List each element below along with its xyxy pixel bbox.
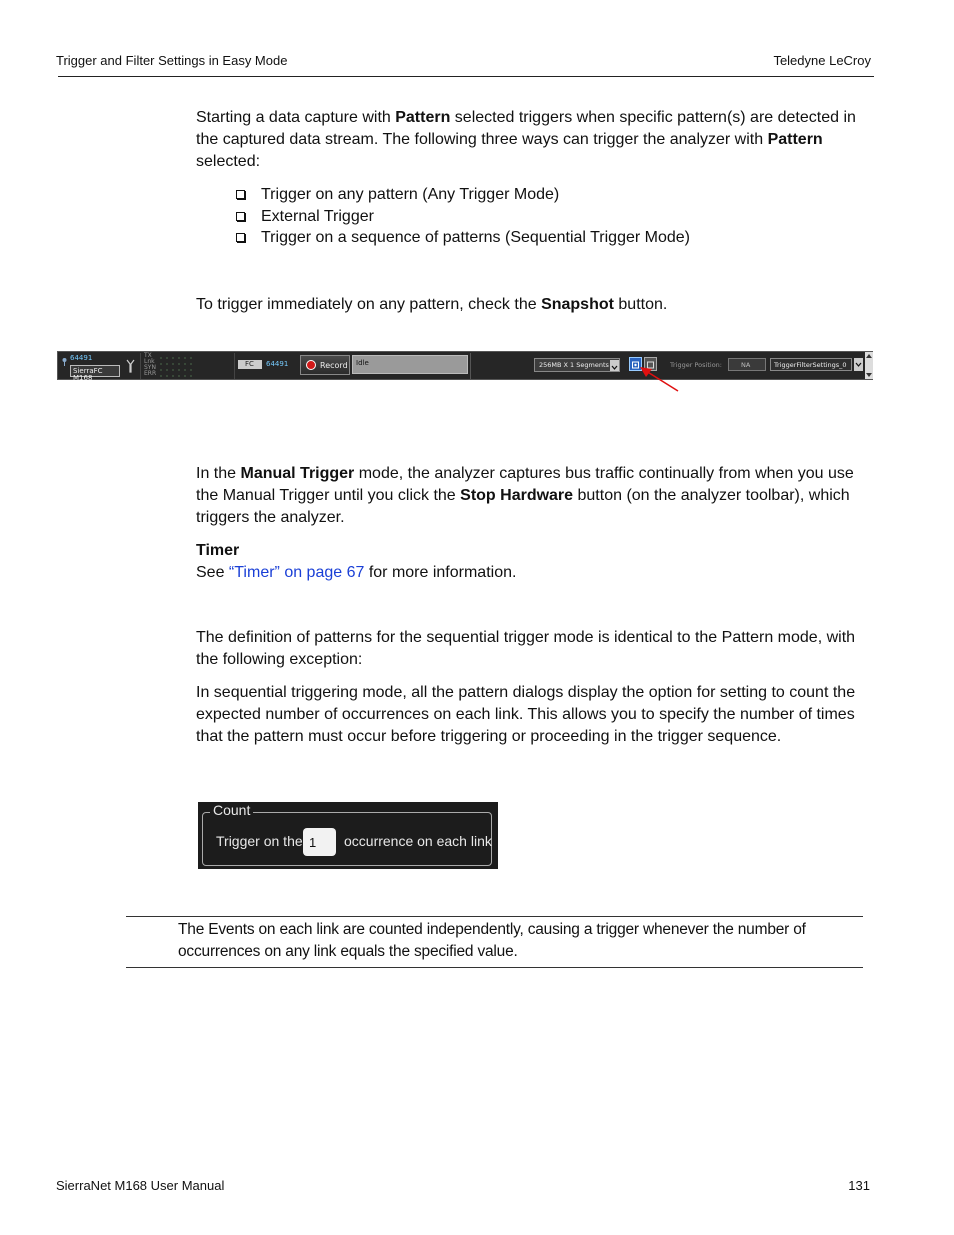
manual-text-2: mode, the analyzer captures bus traffic continually from when you use the Manual Trigger until you click the bbox=[196, 465, 854, 504]
stat-label-tx: TX bbox=[144, 352, 152, 359]
intro-text-3: selected: bbox=[196, 153, 261, 170]
trigger-position-value: NA bbox=[741, 361, 751, 369]
stat-label-err: ERR bbox=[144, 370, 157, 377]
wrench-icon[interactable] bbox=[124, 358, 136, 374]
buffer-size-dropdown[interactable] bbox=[534, 358, 620, 372]
analyzer-toolbar-screenshot bbox=[57, 351, 873, 380]
manual-text-3: button (on the analyzer toolbar), which triggers the analyzer. bbox=[196, 487, 850, 526]
count-label-before: Trigger on the bbox=[216, 833, 303, 849]
checkbox-bullet-icon bbox=[236, 212, 245, 221]
intro-paragraph bbox=[196, 107, 868, 173]
fc-label: FC bbox=[245, 360, 254, 368]
toolbar-separator bbox=[470, 353, 472, 379]
count-dialog-screenshot bbox=[198, 802, 498, 869]
link-status-leds bbox=[158, 355, 192, 377]
count-title: Count bbox=[210, 802, 253, 818]
list-item bbox=[236, 206, 690, 228]
running-header-brand: Teledyne LeCroy bbox=[773, 53, 871, 68]
intro-bold-pattern: Pattern bbox=[395, 109, 451, 126]
sequential-definition-paragraph: The definition of patterns for the sequential trigger mode is identical to the Pattern mode, with the following exception: bbox=[196, 629, 856, 668]
toolbar-separator bbox=[234, 353, 236, 379]
timer-rest-text: for more information. bbox=[364, 564, 517, 581]
settings-file-name: TriggerFilterSettings_0 bbox=[774, 361, 847, 369]
port-id: 64491 bbox=[70, 354, 93, 362]
snapshot-bold: Snapshot bbox=[541, 296, 614, 313]
intro-bold-pattern-2: Pattern bbox=[767, 131, 823, 148]
device-name: SierraFC M168 bbox=[73, 367, 103, 382]
toolbar-scrollbar[interactable] bbox=[865, 352, 873, 379]
running-header-title: Trigger and Filter Settings in Easy Mode bbox=[56, 53, 288, 68]
checkbox-bullet-icon bbox=[236, 190, 245, 199]
note-top-rule bbox=[126, 916, 863, 917]
timer-reference bbox=[196, 562, 868, 584]
manual-text-1: In the bbox=[196, 465, 241, 482]
intro-text-2: selected triggers when specific pattern(s) are detected in the captured data stream. The following three ways can trigger the analyzer with bbox=[196, 109, 856, 148]
list-item-text: Trigger on any pattern (Any Trigger Mode) bbox=[261, 186, 560, 203]
chevron-down-icon bbox=[610, 360, 619, 371]
checkbox-bullet-icon bbox=[236, 233, 245, 242]
list-item bbox=[236, 184, 690, 206]
note-bottom-rule bbox=[126, 967, 863, 968]
record-icon bbox=[306, 360, 316, 370]
snapshot-paragraph bbox=[196, 294, 868, 316]
buffer-size-value: 256MB X 1 Segments bbox=[539, 361, 609, 369]
manual-trigger-paragraph bbox=[196, 463, 868, 529]
timer-page-link[interactable]: “Timer” on page 67 bbox=[228, 564, 365, 581]
stat-label-syn: SYN bbox=[144, 364, 156, 371]
trigger-position-field[interactable] bbox=[728, 358, 766, 371]
stat-label-lnk: Lnk bbox=[144, 358, 155, 365]
sequential-count-paragraph: In sequential triggering mode, all the pattern dialogs display the option for setting to count the expected number of occurrences on each link. This allows you to specify the number of times that the pattern must occur before triggering or proceeding in the trigger sequence. bbox=[196, 684, 856, 745]
intro-text-1: Starting a data capture with bbox=[196, 109, 396, 126]
snapshot-text-1: To trigger immediately on any pattern, check the bbox=[196, 296, 542, 313]
occurrence-count-input[interactable]: 1 bbox=[303, 828, 336, 856]
chevron-down-icon[interactable] bbox=[854, 358, 863, 371]
manual-bold-1: Manual Trigger bbox=[240, 465, 355, 482]
record-label: Record bbox=[320, 361, 348, 370]
header-divider bbox=[58, 76, 874, 77]
list-item-text: Trigger on a sequence of patterns (Sequential Trigger Mode) bbox=[261, 229, 690, 246]
fc-badge bbox=[238, 360, 262, 369]
timer-heading: Timer bbox=[196, 542, 240, 559]
note-text: The Events on each link are counted independently, causing a trigger whenever the number of occurrences on any link equals the specified value. bbox=[178, 921, 806, 960]
footer-manual-title: SierraNet M168 User Manual bbox=[56, 1178, 225, 1193]
list-item bbox=[236, 227, 690, 249]
network-icon bbox=[60, 353, 69, 362]
list-item-text: External Trigger bbox=[261, 207, 374, 225]
red-pointer-arrow-icon bbox=[638, 365, 684, 395]
trigger-position-label: Trigger Position: bbox=[670, 361, 722, 369]
manual-bold-2: Stop Hardware bbox=[460, 487, 574, 504]
record-button[interactable] bbox=[300, 355, 350, 375]
timer-see-text: See bbox=[196, 564, 229, 581]
fc-id: 64491 bbox=[266, 360, 289, 368]
page-number: 131 bbox=[848, 1178, 870, 1193]
settings-file-dropdown[interactable] bbox=[770, 358, 852, 371]
count-label-after: occurrence on each link bbox=[344, 833, 492, 849]
trigger-methods-list bbox=[236, 184, 690, 249]
status-text: Idle bbox=[356, 359, 369, 367]
snapshot-text-2: button. bbox=[613, 296, 668, 313]
device-selector[interactable] bbox=[70, 365, 120, 382]
status-field bbox=[352, 355, 468, 374]
